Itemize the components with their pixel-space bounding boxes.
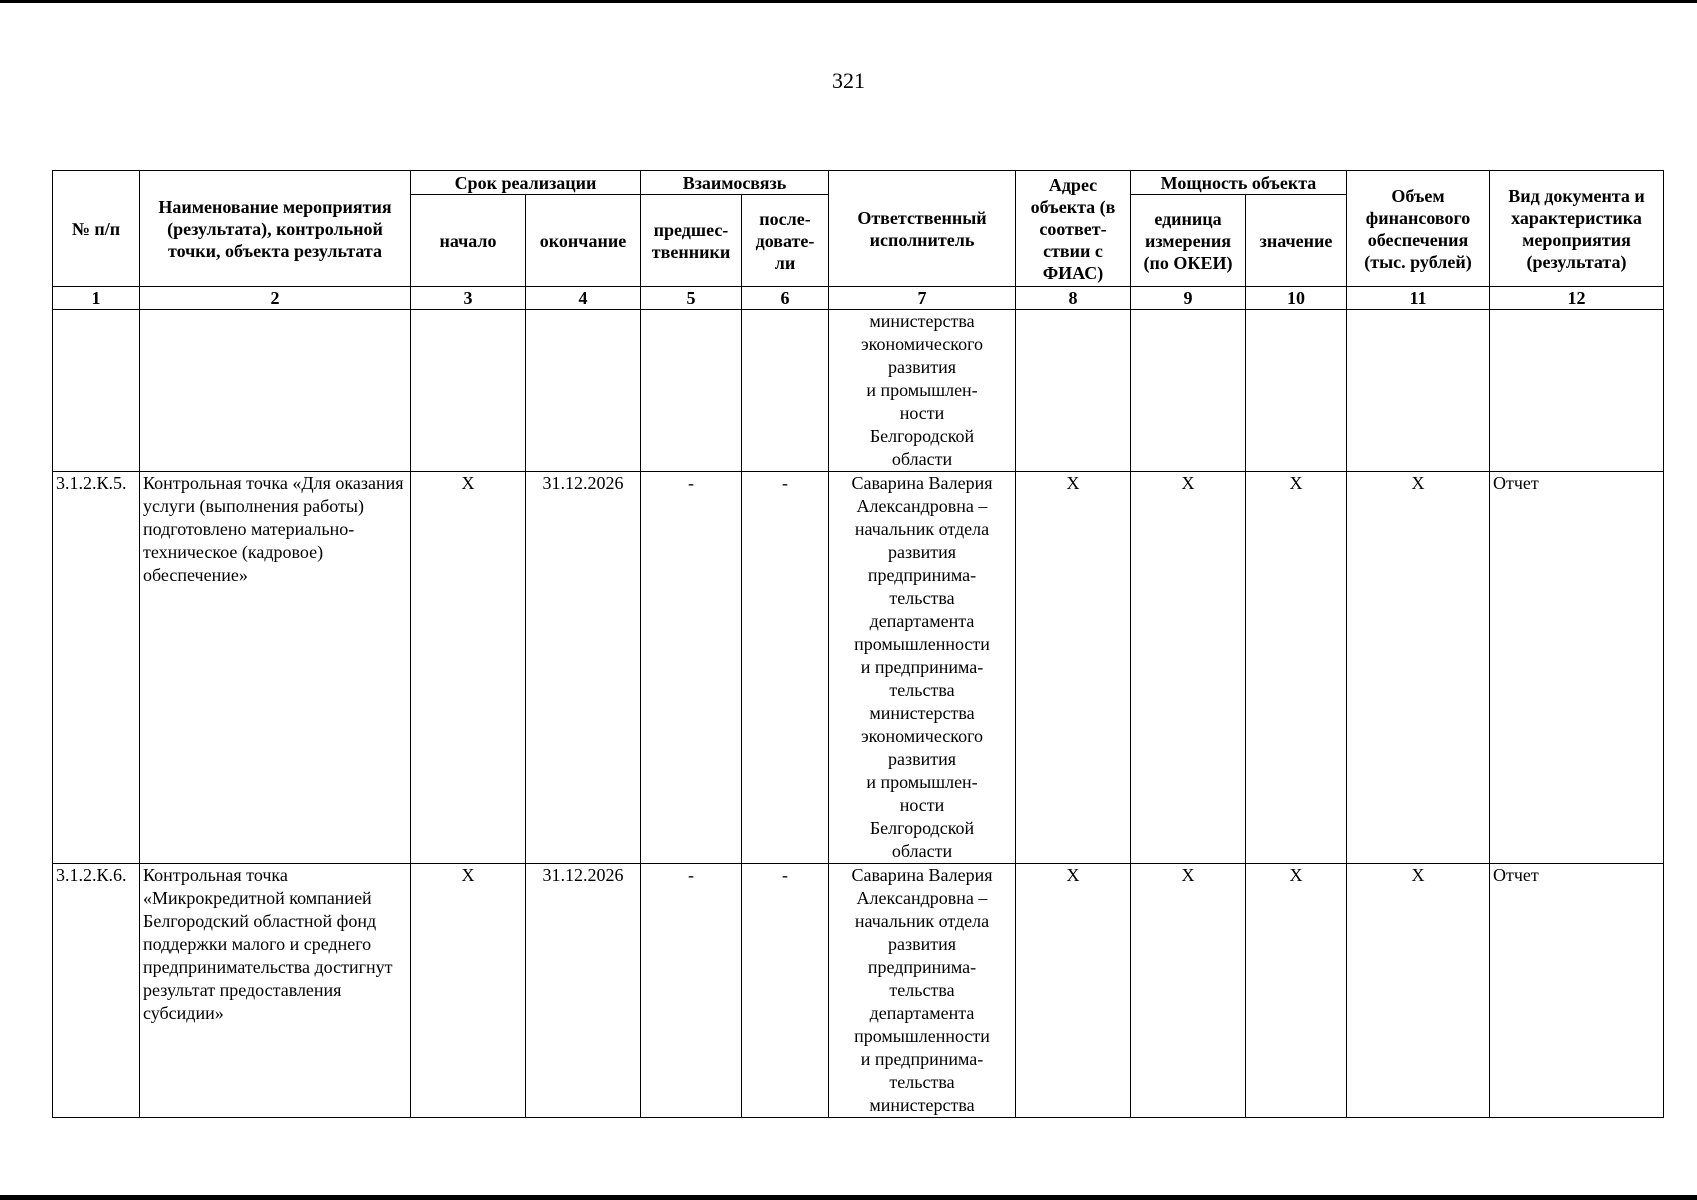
cell-doc: Отчет <box>1490 472 1664 864</box>
header-capacity-value: значение <box>1246 195 1347 287</box>
cell-responsible <box>829 864 1016 1118</box>
text-line: тельства <box>889 680 955 700</box>
header-term-end: окончание <box>526 195 641 287</box>
header-name: Наименование мероприятия (результата), контрольной точки, объекта результата <box>140 171 411 287</box>
cell-end: 31.12.2026 <box>526 864 641 1118</box>
text-line: экономического <box>860 334 984 354</box>
cell-start: X <box>411 472 526 864</box>
text-line: тельства <box>889 980 955 1000</box>
text-line: Александровна – <box>856 888 988 908</box>
cell-name: Контрольная точка «Микрокредитной компанией Белгородский областной фонд поддержки малого и среднего предпринимательства достигнут результат предоставления субсидии» <box>140 864 411 1118</box>
cell-value: X <box>1246 864 1347 1118</box>
table-row <box>53 472 1664 864</box>
cell-unit: X <box>1131 472 1246 864</box>
header-finance: Объем финансового обеспечения (тыс. рублей) <box>1347 171 1490 287</box>
text-line: и промышлен- <box>866 380 978 400</box>
text-line: Саварина Валерия <box>851 473 993 493</box>
text-line: министерства <box>869 311 975 331</box>
column-number: 8 <box>1016 287 1131 310</box>
cell-next: - <box>742 472 829 864</box>
text-line: и предпринима- <box>860 1049 984 1069</box>
text-line: предпринима- <box>867 565 977 585</box>
text-line: министерства <box>869 1095 975 1115</box>
cell-doc: Отчет <box>1490 864 1664 1118</box>
table-row-continuation <box>53 310 1664 472</box>
text-line: и промышлен- <box>866 772 978 792</box>
cell-unit: X <box>1131 864 1246 1118</box>
text-line: начальник отдела <box>854 911 990 931</box>
cell-num: 3.1.2.К.5. <box>53 472 140 864</box>
text-line: Белгородской <box>869 426 975 446</box>
text-line: экономического <box>860 726 984 746</box>
text-line: Саварина Валерия <box>851 865 993 885</box>
column-number: 9 <box>1131 287 1246 310</box>
text-line: промышленности <box>854 634 990 654</box>
cell-name: Контрольная точка «Для оказания услуги (выполнения работы) подготовлено материально-техническое (кадровое) обеспечение» <box>140 472 411 864</box>
text-line: Александровна – <box>856 496 988 516</box>
column-number: 3 <box>411 287 526 310</box>
cell-responsible <box>829 310 1016 472</box>
cell-end: 31.12.2026 <box>526 472 641 864</box>
cell-responsible <box>829 472 1016 864</box>
header-address: Адрес объекта (в соответ- ствии с ФИАС) <box>1016 171 1131 287</box>
header-capacity-unit: единица измерения (по ОКЕИ) <box>1131 195 1246 287</box>
column-number: 1 <box>53 287 140 310</box>
plan-table <box>52 170 1664 1118</box>
text-line: тельства <box>889 1072 955 1092</box>
cell-address: X <box>1016 864 1131 1118</box>
header-responsible: Ответственный исполнитель <box>829 171 1016 287</box>
text-line: области <box>891 449 953 469</box>
cell-num: 3.1.2.К.6. <box>53 864 140 1118</box>
text-line: департамента <box>869 1003 975 1023</box>
column-number: 6 <box>742 287 829 310</box>
header-term: Срок реализации <box>411 171 641 195</box>
bottom-border-line <box>0 1195 1697 1200</box>
column-number-row <box>53 287 1664 310</box>
cell-finance: X <box>1347 472 1490 864</box>
text-line: развития <box>887 749 956 769</box>
text-line: Белгородской <box>869 818 975 838</box>
header-capacity: Мощность объекта <box>1131 171 1347 195</box>
text-line: департамента <box>869 611 975 631</box>
cell-prev: - <box>641 472 742 864</box>
column-number: 2 <box>140 287 411 310</box>
text-line: начальник отдела <box>854 519 990 539</box>
header-doc: Вид документа и характеристика мероприятия (результата) <box>1490 171 1664 287</box>
text-line: промышленности <box>854 1026 990 1046</box>
header-link: Взаимосвязь <box>641 171 829 195</box>
text-line: ности <box>899 403 945 423</box>
header-num: № п/п <box>53 171 140 287</box>
header-link-prev: предшес- твенники <box>641 195 742 287</box>
column-number: 4 <box>526 287 641 310</box>
cell-finance: X <box>1347 864 1490 1118</box>
cell-prev: - <box>641 864 742 1118</box>
page-number: 321 <box>832 68 865 93</box>
text-line: развития <box>887 542 956 562</box>
cell-value: X <box>1246 472 1347 864</box>
text-line: области <box>891 841 953 861</box>
header-link-next: после- довате- ли <box>742 195 829 287</box>
column-number: 12 <box>1490 287 1664 310</box>
cell-address: X <box>1016 472 1131 864</box>
table-header <box>53 171 1664 310</box>
table-row <box>53 864 1664 1118</box>
column-number: 10 <box>1246 287 1347 310</box>
text-line: министерства <box>869 703 975 723</box>
text-line: развития <box>887 934 956 954</box>
cell-next: - <box>742 864 829 1118</box>
text-line: развития <box>887 357 956 377</box>
text-line: ности <box>899 795 945 815</box>
text-line: предпринима- <box>867 957 977 977</box>
text-line: и предпринима- <box>860 657 984 677</box>
column-number: 11 <box>1347 287 1490 310</box>
cell-start: X <box>411 864 526 1118</box>
top-border-line <box>0 0 1697 3</box>
column-number: 5 <box>641 287 742 310</box>
text-line: тельства <box>889 588 955 608</box>
header-term-start: начало <box>411 195 526 287</box>
column-number: 7 <box>829 287 1016 310</box>
